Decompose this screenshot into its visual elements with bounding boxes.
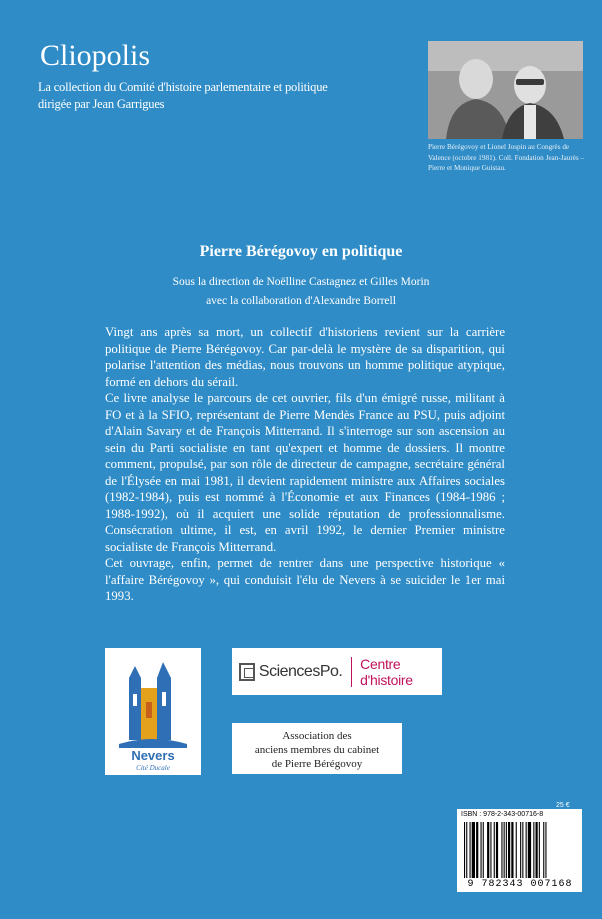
- barcode-bar: [472, 822, 475, 878]
- barcode-bar: [511, 822, 513, 878]
- isbn: ISBN : 978-2-343-00716-8: [461, 811, 544, 818]
- blurb-paragraph: Ce livre analyse le parcours de cet ouvrier, fils d'un émigré russe, militant à FO et à la SFIO, représentant de Pierre Mendès France au PSU, puis adjoint d'Alain Savary et de François Mitterrand. Il s'interroge sur son ascension au sein du Parti socialiste en tant qu'expert et homme de dossiers. Il montre comment, propulsé, par son rôle de directeur de campagne, secrétaire général de l'Élysée en mai 1981, il devient rapidement ministre aux Affaires sociales (1982-1984), puis est nommé à l'Économie et aux Finances (1984-1986 ; 1988-1992), où il acquiert une solide réputation de professionnalisme. Consécration ultime, il est, en avril 1992, le dernier Premier ministre socialiste de François Mitterrand.: [105, 391, 505, 554]
- barcode-bar: [487, 822, 489, 878]
- barcode-bar: [464, 822, 465, 878]
- sciencespo-mark-icon: [239, 663, 255, 681]
- barcode-bar: [483, 822, 484, 878]
- blurb-paragraph: Vingt ans après sa mort, un collectif d'historiens revient sur la carrière politique de Pierre Bérégovoy. Car par-delà le mystère de sa disparition, qui polarise l'attention des médias, nous trouvons un homme politique atypique, formé en dehors du sérail.: [105, 325, 505, 389]
- svg-text:Nevers: Nevers: [131, 748, 175, 763]
- barcode-bar: [496, 822, 498, 878]
- barcode-bar: [528, 822, 531, 878]
- barcode-bar: [533, 822, 534, 878]
- barcode: [457, 809, 582, 892]
- barcode-bar: [504, 822, 505, 878]
- series-name: Cliopolis: [40, 39, 151, 72]
- association-line: anciens membres du cabinet: [254, 744, 380, 756]
- barcode-bar: [545, 822, 546, 878]
- barcode-bar: [506, 822, 507, 878]
- centre-histoire-label: Centre d'histoire: [360, 655, 413, 688]
- sciencespo-label: SciencesPo.: [258, 662, 343, 680]
- barcode-bar: [543, 822, 544, 878]
- barcode-bar: [522, 822, 523, 878]
- nevers-logo: [105, 648, 201, 775]
- photo-caption: Pierre Bérégovoy et Lionel Jospin au Congrès de Valence (octobre 1981). Coll. Fondation Jean-Jaurès – Pierre et Monique Guistau.: [428, 143, 585, 172]
- book-collaboration: avec la collaboration d'Alexandre Borrell: [206, 295, 396, 307]
- barcode-bar: [526, 822, 527, 878]
- barcode-bar: [476, 822, 478, 878]
- association-line: Association des: [282, 730, 352, 742]
- barcode-bar: [501, 822, 502, 878]
- barcode-bar: [508, 822, 510, 878]
- ean-number: 9 782343 007168: [467, 879, 573, 890]
- nevers-cathedral-icon: [105, 648, 201, 775]
- series-description: La collection du Comité d'histoire parlementaire et politique: [38, 80, 328, 94]
- logo-divider: [351, 657, 352, 687]
- barcode-bar: [494, 822, 495, 878]
- barcode-bar: [520, 822, 521, 878]
- association-line: de Pierre Bérégovoy: [271, 758, 363, 770]
- barcode-bar: [516, 822, 517, 878]
- author-photo: [428, 41, 583, 139]
- sciencespo-logo: [232, 648, 442, 695]
- barcode-bar: [539, 822, 540, 878]
- price: 25 €: [556, 802, 570, 809]
- blurb: [105, 324, 505, 605]
- barcode-bar: [481, 822, 482, 878]
- barcode-bar: [490, 822, 491, 878]
- barcode-bar: [470, 822, 471, 878]
- association-logo: [232, 723, 402, 774]
- book-editors: Sous la direction de Noëlline Castagnez et Gilles Morin: [172, 276, 430, 288]
- series-director: dirigée par Jean Garrigues: [38, 97, 165, 111]
- book-title: Pierre Bérégovoy en politique: [199, 243, 403, 260]
- svg-text:Cité Ducale: Cité Ducale: [136, 764, 170, 772]
- barcode-bars: [464, 822, 576, 878]
- blurb-paragraph: Cet ouvrage, enfin, permet de rentrer dans une perspective historique « l'affaire Bérégovoy », qui conduisit l'élu de Nevers à se suicider le 1er mai 1993.: [105, 556, 505, 603]
- barcode-bar: [536, 822, 538, 878]
- barcode-bar: [466, 822, 467, 878]
